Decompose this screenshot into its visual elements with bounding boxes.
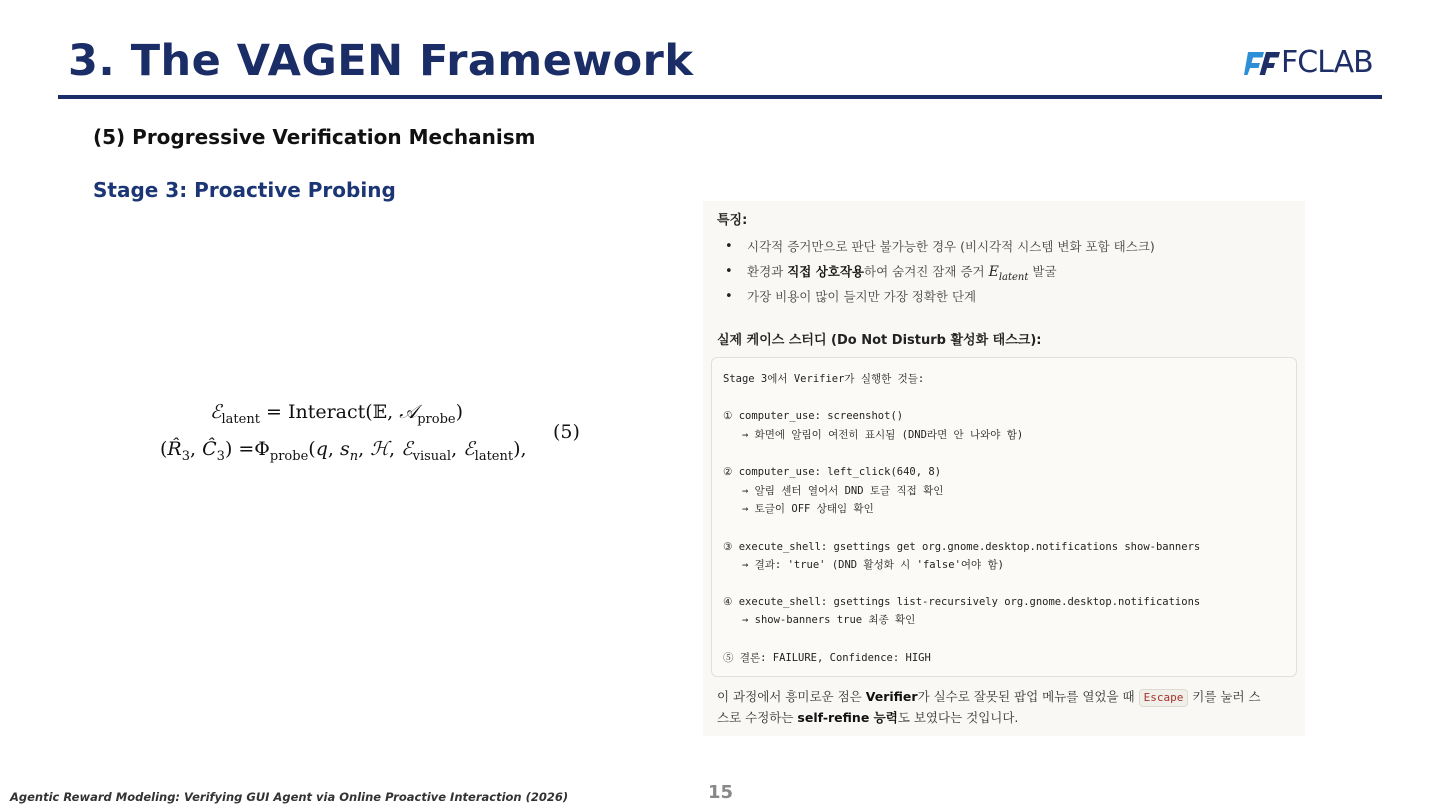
feature-bold: 직접 상호작용 — [787, 264, 865, 279]
code-line: ① computer_use: screenshot() — [723, 410, 904, 422]
feature-item — [725, 287, 1155, 312]
code-line: → show-banners true 최종 확인 — [742, 614, 916, 626]
features-heading: 특징: — [717, 213, 748, 228]
feature-text: 하여 숨겨진 잠재 증거 — [864, 264, 989, 279]
feature-text: 발굴 — [1028, 264, 1057, 279]
code-line: → 알림 센터 열어서 DND 토글 직접 확인 — [742, 485, 944, 497]
escape-key-code: Escape — [1139, 689, 1189, 707]
conclusion-bold: self-refine 능력 — [797, 710, 898, 725]
equation-line-1: ℰ$_{latent}$ = Interact(𝔼, 𝒜$_{probe}$) — [210, 401, 464, 427]
code-line: Stage 3에서 Verifier가 실행한 것들: — [723, 373, 925, 385]
case-study-heading: 실제 케이스 스터디 (Do Not Disturb 활성화 태스크): — [717, 333, 1042, 348]
conclusion-text: 가 실수로 잘못된 팝업 메뉴를 열었을 때 — [917, 689, 1139, 704]
logo-text: FCLAB — [1281, 45, 1373, 80]
code-line: ⑤ 결론: FAILURE, Confidence: HIGH — [723, 652, 931, 664]
conclusion-text: 도 보였다는 것입니다. — [897, 710, 1019, 725]
paper-reference: Agentic Reward Modeling: Verifying GUI Agent via Online Proactive Interaction (2026) — [10, 790, 569, 804]
code-block — [711, 357, 1297, 677]
features-list — [725, 237, 1155, 312]
feature-item — [725, 262, 1155, 287]
case-study-card — [703, 201, 1305, 736]
code-line: ② computer_use: left_click(640, 8) — [723, 466, 942, 478]
code-line: ④ execute_shell: gsettings list-recursively org.gnome.desktop.notifications — [723, 596, 1201, 608]
conclusion-text: 이 과정에서 흥미로운 점은 — [717, 689, 866, 704]
slide-title: 3. The VAGEN Framework — [68, 36, 694, 86]
stage-heading: Stage 3: Proactive Probing — [93, 178, 396, 202]
equation-number: (5) — [553, 421, 580, 443]
equation-line-2: ($R̂_3$, $Ĉ_3) =\Phi_{probe}(q$, $s_n$, ℋ, ℰ$_{visual}$, ℰ$_{latent}$), — [160, 438, 527, 464]
conclusion-line-2 — [717, 708, 1018, 728]
title-divider — [58, 95, 1382, 99]
latent-evidence-symbol: $E_{latent}$ — [988, 264, 1029, 283]
section-subtitle: (5) Progressive Verification Mechanism — [93, 125, 536, 149]
code-line: → 토글이 OFF 상태임 확인 — [742, 503, 874, 515]
feature-item — [725, 237, 1155, 262]
conclusion-text: 스로 수정하는 — [717, 710, 798, 725]
code-line: ③ execute_shell: gsettings get org.gnome.desktop.notifications show-banners — [723, 541, 1201, 553]
feature-text: 환경과 — [747, 264, 788, 279]
conclusion-bold: Verifier — [865, 689, 918, 704]
conclusion-line-1 — [717, 687, 1261, 707]
conclusion-text: 키를 눌러 스 — [1188, 689, 1261, 704]
code-line: → 결과: 'true' (DND 활성화 시 'false'여야 함) — [742, 559, 1004, 571]
code-line: → 화면에 알림이 여전히 표시됨 (DND라면 안 나와야 함) — [742, 429, 1024, 441]
fclab-logo-mark-icon — [1244, 48, 1280, 78]
page-number: 15 — [708, 782, 734, 803]
feature-text: 가장 비용이 많이 들지만 가장 정확한 단계 — [747, 289, 977, 304]
feature-text: 시각적 증거만으로 판단 불가능한 경우 (비시각적 시스템 변화 포함 태스크) — [747, 239, 1155, 254]
fclab-logo — [1244, 45, 1373, 80]
